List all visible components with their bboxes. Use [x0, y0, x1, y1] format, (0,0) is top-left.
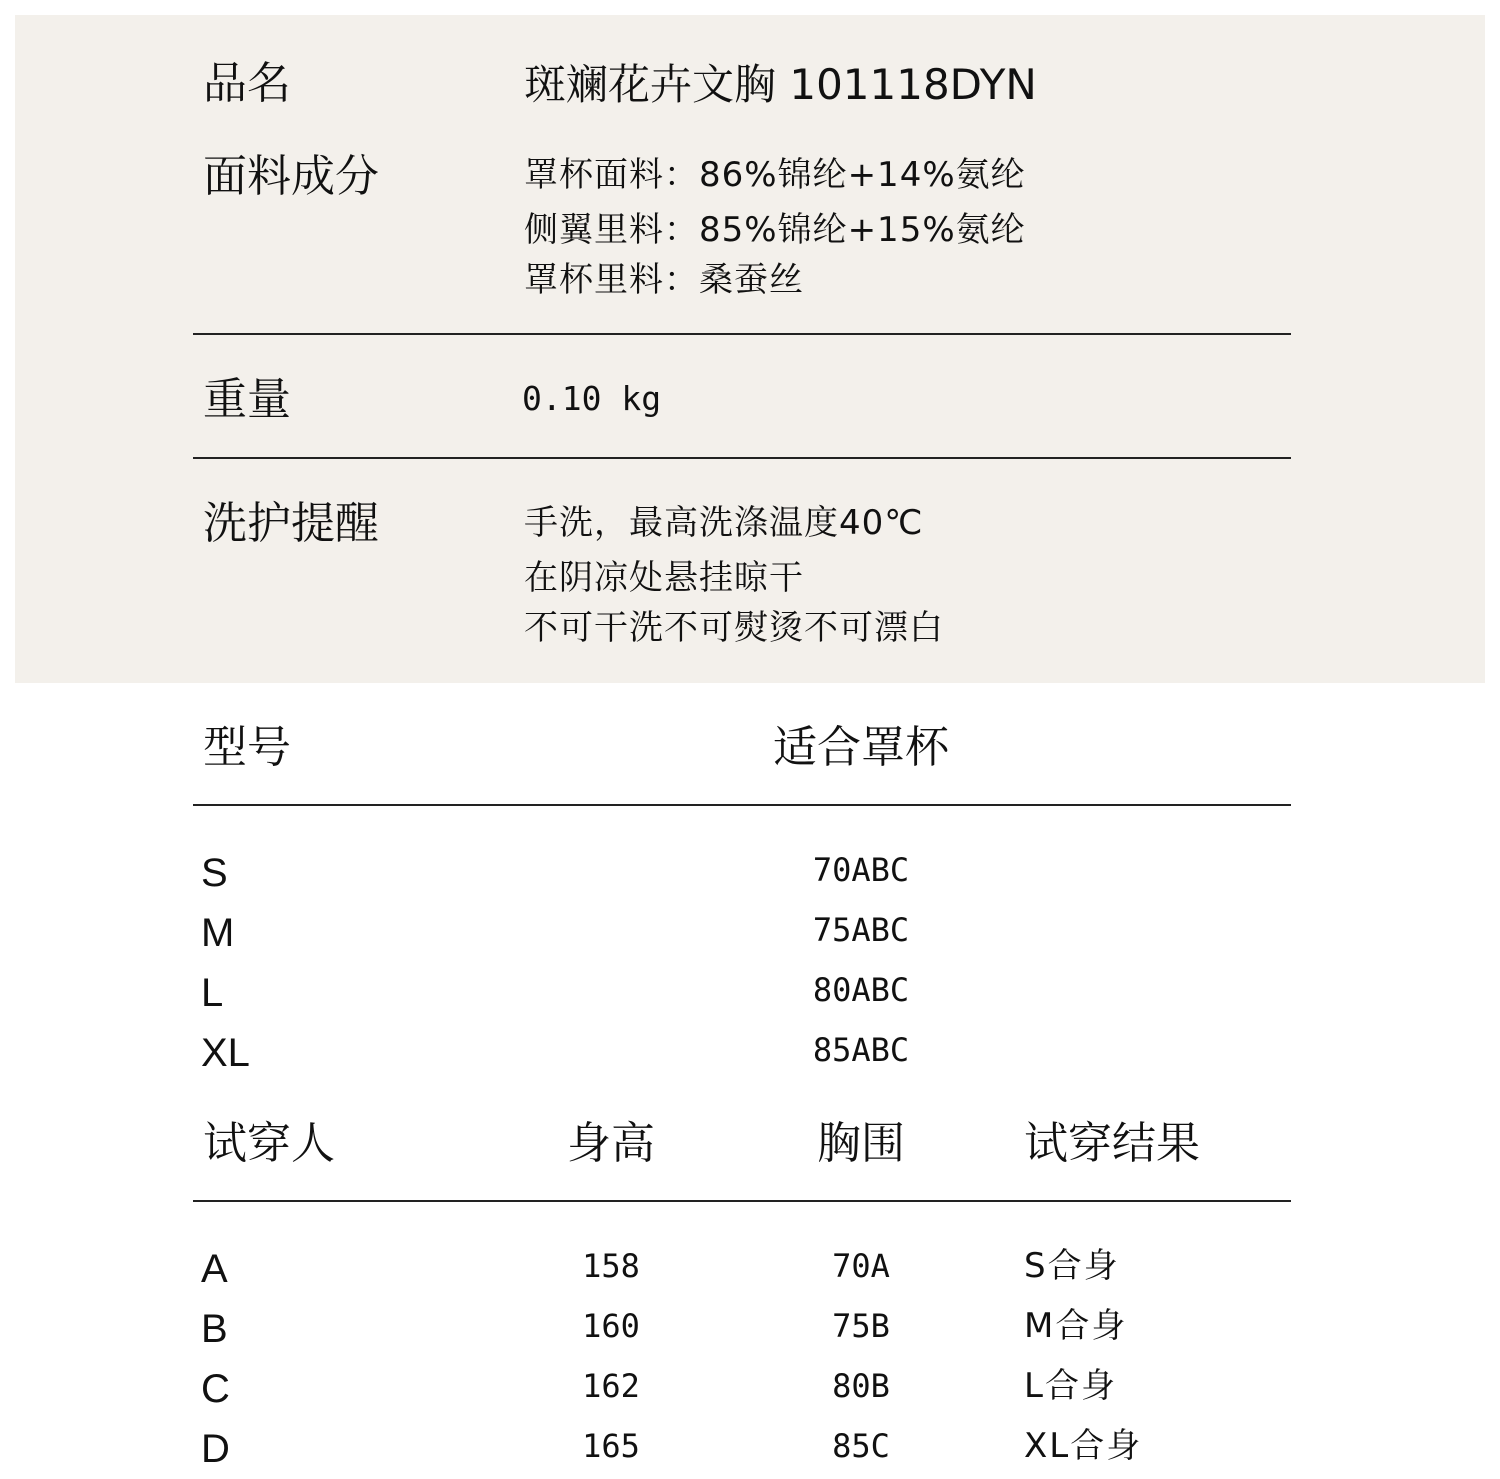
result-cell: XL合身 [1024, 1426, 1143, 1466]
cup-column-header: 适合罩杯 [773, 722, 949, 773]
size-cell: XL [201, 1031, 250, 1075]
result-cell: L合身 [1024, 1366, 1117, 1406]
product-name-value: 斑斓花卉文胸 101118DYN [524, 60, 1037, 109]
weight-value: 0.10 kg [522, 379, 662, 418]
result-column-header: 试穿结果 [1024, 1118, 1200, 1169]
tester-cell: C [201, 1367, 230, 1411]
care-line: 手洗，最高洗涤温度40℃ [524, 503, 924, 543]
size-cell: S [201, 851, 228, 895]
height-cell: 165 [582, 1427, 640, 1465]
tester-column-header: 试穿人 [203, 1118, 335, 1169]
cup-cell: 70ABC [812, 851, 910, 889]
fabric-line: 罩杯里料：桑蚕丝 [524, 260, 804, 300]
tester-cell: A [201, 1247, 228, 1291]
divider [193, 1200, 1291, 1202]
size-cell: M [201, 911, 235, 955]
weight-label: 重量 [203, 374, 291, 425]
result-cell: S合身 [1024, 1246, 1120, 1286]
cup-cell: 85ABC [812, 1031, 910, 1069]
height-cell: 160 [582, 1307, 640, 1345]
result-cell: M合身 [1024, 1306, 1128, 1346]
size-cell: L [201, 971, 224, 1015]
divider [193, 804, 1291, 806]
product-name-label: 品名 [203, 58, 291, 109]
care-line: 在阴凉处悬挂晾干 [524, 558, 804, 598]
care-line: 不可干洗不可熨烫不可漂白 [524, 608, 944, 648]
tester-cell: B [201, 1307, 228, 1351]
divider [193, 333, 1291, 335]
bust-cell: 70A [832, 1247, 890, 1285]
size-column-header: 型号 [203, 722, 291, 773]
bust-cell: 80B [832, 1367, 890, 1405]
bust-column-header: 胸围 [817, 1118, 905, 1169]
divider [193, 457, 1291, 459]
fabric-composition-label: 面料成分 [203, 151, 379, 202]
height-cell: 162 [582, 1367, 640, 1405]
height-cell: 158 [582, 1247, 640, 1285]
height-column-header: 身高 [567, 1118, 655, 1169]
bust-cell: 85C [832, 1427, 890, 1465]
cup-cell: 75ABC [812, 911, 910, 949]
fabric-line: 侧翼里料：85%锦纶+15%氨纶 [524, 210, 1026, 250]
fabric-line: 罩杯面料：86%锦纶+14%氨纶 [524, 155, 1026, 195]
tester-cell: D [201, 1427, 230, 1471]
care-instructions-label: 洗护提醒 [203, 498, 379, 549]
bust-cell: 75B [832, 1307, 890, 1345]
cup-cell: 80ABC [812, 971, 910, 1009]
